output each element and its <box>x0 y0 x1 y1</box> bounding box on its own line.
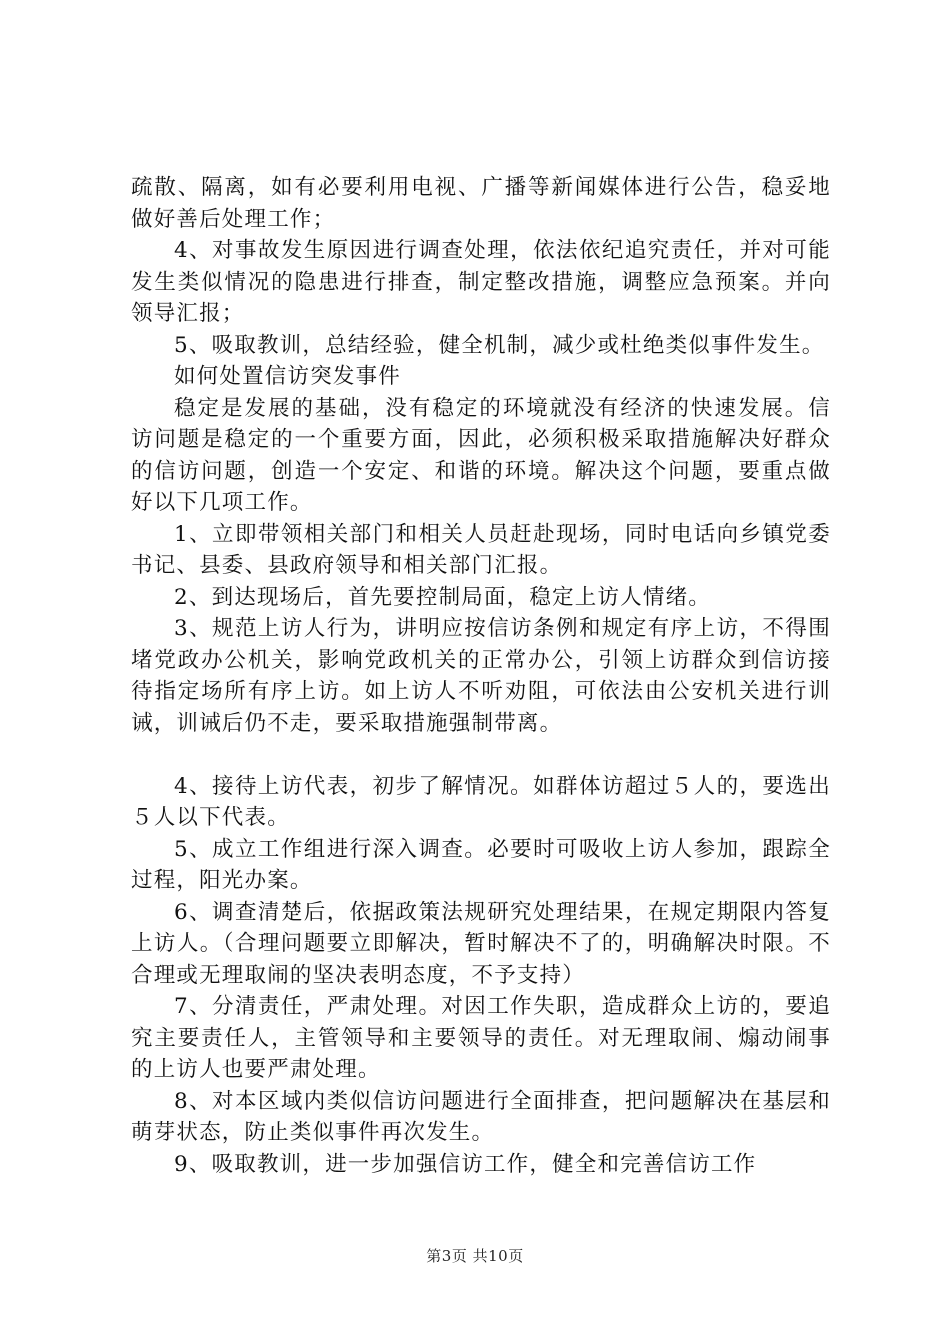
paragraph-step-8: 8、对本区域内类似信访问题进行全面排查，把问题解决在基层和萌芽状态，防止类似事件再次发生。 <box>131 1088 831 1145</box>
paragraph-step-5: 5、成立工作组进行深入调查。必要时可吸收上访人参加，跟踪全过程，阳光办案。 <box>131 836 831 893</box>
paragraph-step-6: 6、调查清楚后，依据政策法规研究处理结果，在规定期限内答复上访人。（合理问题要立即解决，暂时解决不了的，明确解决时限。不合理或无理取闹的坚决表明态度，不予支持） <box>131 899 831 988</box>
paragraph-intro: 稳定是发展的基础，没有稳定的环境就没有经济的快速发展。信访问题是稳定的一个重要方面，因此，必须积极采取措施解决好群众的信访问题，创造一个安定、和谐的环境。解决这个问题，要重点做好以下几项工作。 <box>131 395 831 515</box>
paragraph-step-3: 3、规范上访人行为，讲明应按信访条例和规定有序上访，不得围堵党政办公机关，影响党政机关的正常办公，引领上访群众到信访接待指定场所有序上访。如上访人不听劝阻，可依法由公安机关进行训诫，训诫后仍不走，要采取措施强制带离。 <box>131 616 831 736</box>
paragraph-step-7: 7、分清责任，严肃处理。对因工作失职，造成群众上访的，要追究主要责任人，主管领导和主要领导的责任。对无理取闹、煽动闹事的上访人也要严肃处理。 <box>131 994 831 1082</box>
paragraph-step-9: 9、吸取教训，进一步加强信访工作，健全和完善信访工作 <box>174 1151 757 1177</box>
paragraph-continuation: 疏散、隔离，如有必要利用电视、广播等新闻媒体进行公告，稳妥地做好善后处理工作； <box>131 175 831 232</box>
paragraph-step-1: 1、立即带领相关部门和相关人员赶赴现场，同时电话向乡镇党委书记、县委、县政府领导和相关部门汇报。 <box>131 521 831 578</box>
paragraph-item-5: 5、吸取教训，总结经验，健全机制，减少或杜绝类似事件发生。 <box>174 332 825 358</box>
page-number-footer: 第3页 共10页 <box>426 1247 524 1265</box>
paragraph-step-4: 4、接待上访代表，初步了解情况。如群体访超过５人的，要选出５人以下代表。 <box>131 773 831 830</box>
paragraph-step-2: 2、到达现场后，首先要控制局面，稳定上访人情绪。 <box>174 584 711 610</box>
paragraph-item-4: 4、对事故发生原因进行调查处理，依法依纪追究责任，并对可能发生类似情况的隐患进行排查，制定整改措施，调整应急预案。并向领导汇报； <box>131 238 831 326</box>
section-heading: 如何处置信访突发事件 <box>174 364 402 389</box>
document-body <box>131 172 831 1180</box>
